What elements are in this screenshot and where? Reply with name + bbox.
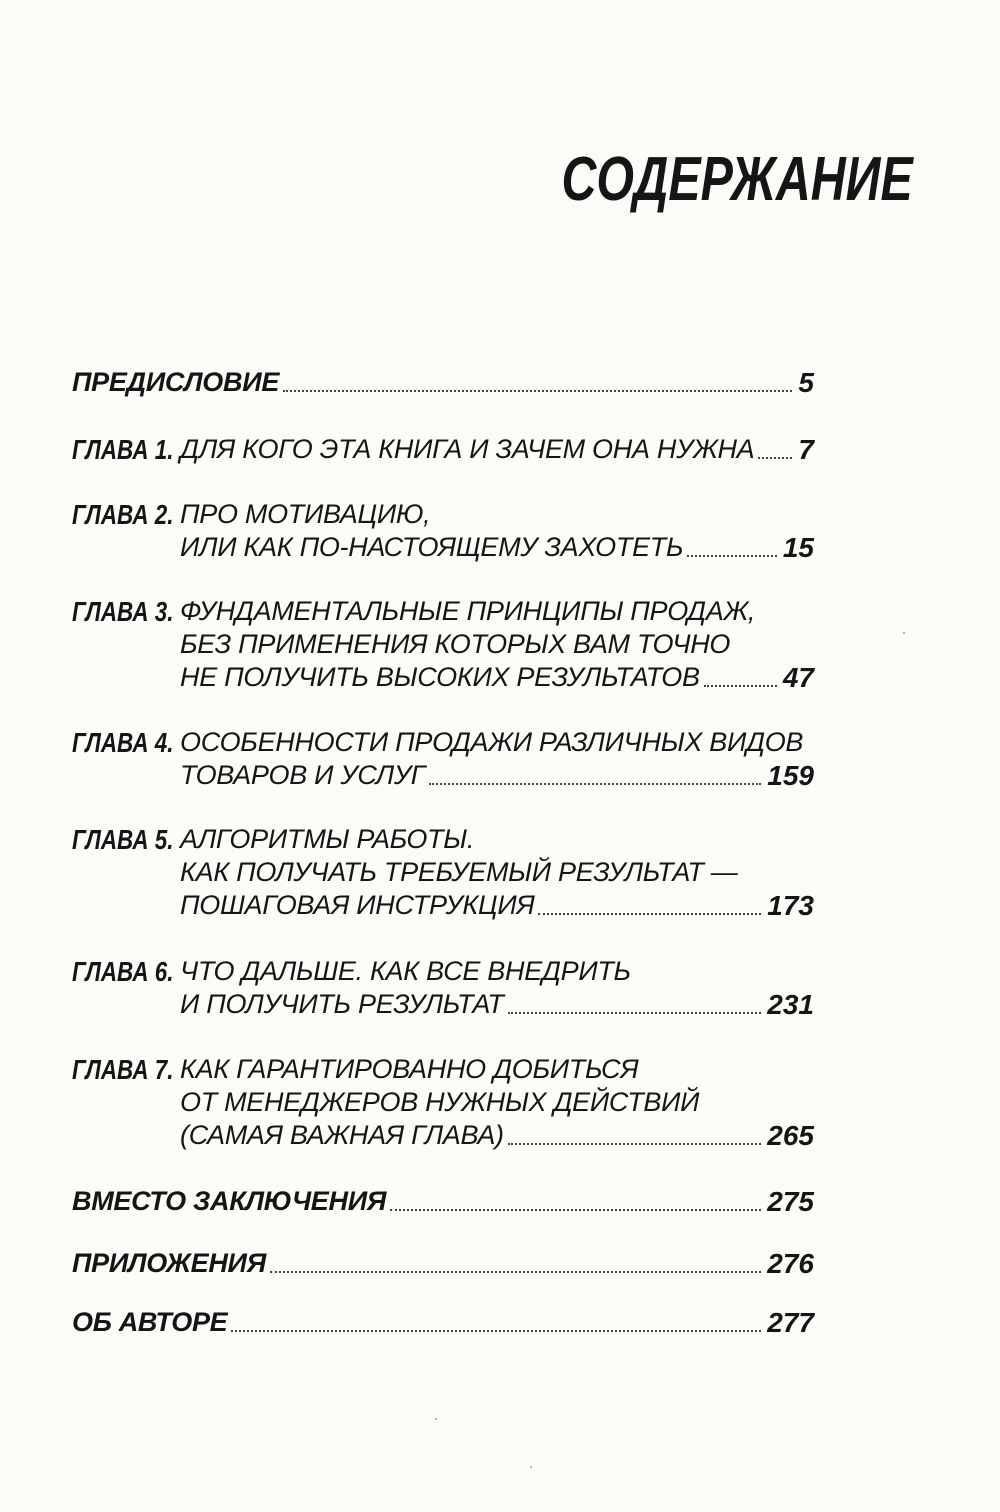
toc-entry-title-line: ЧТО ДАЛЬШЕ. КАК ВСЕ ВНЕДРИТЬ [180,956,631,986]
toc-page-number: 265 [767,1120,814,1151]
toc-page-number: 277 [767,1307,814,1338]
toc-line [72,1053,814,1086]
toc-page-number: 173 [767,890,814,921]
toc-line [72,1086,814,1119]
toc-page-number: 5 [798,367,814,398]
toc-page-number: 15 [782,532,814,563]
chapter-label: ГЛАВА 6. [72,956,174,987]
toc-line [72,1306,814,1339]
dot-leader [231,1330,761,1332]
toc-line [72,856,814,889]
toc-entry-title: ПРЕДИСЛОВИЕ [72,367,280,397]
toc-entry-chapter-2[interactable] [72,498,814,564]
toc-line [72,726,814,759]
page-title: СОДЕРЖАНИЕ [561,145,913,214]
toc-entry-title: ВМЕСТО ЗАКЛЮЧЕНИЯ [72,1186,387,1216]
toc-entry-title-line: ИЛИ КАК ПО-НАСТОЯЩЕМУ ЗАХОТЕТЬ [180,532,684,562]
dot-leader [704,685,777,687]
toc-entry-title: ДЛЯ КОГО ЭТА КНИГА И ЗАЧЕМ ОНА НУЖНА [180,434,755,464]
paper-speck [435,1418,437,1420]
toc-entry-title-line: (САМАЯ ВАЖНАЯ ГЛАВА) [180,1120,504,1150]
toc-line [72,498,814,531]
dot-leader [390,1209,761,1211]
toc-page-number: 231 [767,989,814,1020]
dot-leader [758,457,792,459]
toc-line [72,366,814,399]
toc-page-number: 7 [798,434,814,465]
toc-line [72,661,814,694]
toc-entry-title-line: ТОВАРОВ И УСЛУГ [180,760,426,790]
paper-speck [903,632,905,634]
toc-entry-title-line: ОСОБЕННОСТИ ПРОДАЖИ РАЗЛИЧНЫХ ВИДОВ [180,727,804,757]
chapter-label: ГЛАВА 7. [72,1054,174,1085]
toc-line [72,1119,814,1152]
toc-entry-preface[interactable] [72,366,814,399]
dot-leader [270,1271,761,1273]
dot-leader [283,390,792,392]
toc-line [72,988,814,1021]
toc-page-number: 275 [767,1186,814,1217]
toc-entry-title-line: И ПОЛУЧИТЬ РЕЗУЛЬТАТ [180,989,504,1019]
toc-entry-about-author[interactable] [72,1306,814,1339]
toc-entry-chapter-5[interactable] [72,823,814,922]
toc-entry-title-line: ФУНДАМЕНТАЛЬНЫЕ ПРИНЦИПЫ ПРОДАЖ, [180,596,756,626]
toc-line [72,955,814,988]
toc-line [72,1247,814,1280]
toc-line [72,595,814,628]
toc-page-number: 47 [782,662,814,693]
chapter-label: ГЛАВА 5. [72,824,174,855]
toc-line [72,889,814,922]
toc-line [72,628,814,661]
toc-line [72,823,814,856]
toc-entry-conclusion[interactable] [72,1185,814,1218]
toc-entry-chapter-6[interactable] [72,955,814,1021]
toc-line [72,531,814,564]
toc-line [72,759,814,792]
toc-entry-title-line: БЕЗ ПРИМЕНЕНИЯ КОТОРЫХ ВАМ ТОЧНО [180,629,731,659]
chapter-label: ГЛАВА 1. [72,434,174,465]
toc-line [72,433,814,466]
dot-leader [508,1143,762,1145]
toc-line [72,1185,814,1218]
toc-page-number: 276 [767,1248,814,1279]
toc-entry-chapter-1[interactable] [72,433,814,466]
toc-entry-title-line: ОТ МЕНЕДЖЕРОВ НУЖНЫХ ДЕЙСТВИЙ [180,1087,700,1117]
dot-leader [687,555,777,557]
toc-entry-title-line: КАК ГАРАНТИРОВАННО ДОБИТЬСЯ [180,1054,639,1084]
chapter-label: ГЛАВА 4. [72,727,174,758]
paper-speck [530,1466,532,1468]
toc-page-number: 159 [767,760,814,791]
chapter-label: ГЛАВА 2. [72,499,174,530]
toc-entry-title: ОБ АВТОРЕ [72,1307,228,1337]
dot-leader [429,783,761,785]
dot-leader [508,1012,762,1014]
toc-entry-chapter-7[interactable] [72,1053,814,1152]
toc-entry-title-line: ПОШАГОВАЯ ИНСТРУКЦИЯ [180,890,535,920]
toc-entry-title-line: КАК ПОЛУЧАТЬ ТРЕБУЕМЫЙ РЕЗУЛЬТАТ — [180,857,738,887]
toc-entry-appendices[interactable] [72,1247,814,1280]
toc-entry-chapter-3[interactable] [72,595,814,694]
toc-entry-chapter-4[interactable] [72,726,814,792]
dot-leader [538,913,761,915]
toc-entry-title-line: ПРО МОТИВАЦИЮ, [180,499,431,529]
chapter-label: ГЛАВА 3. [72,596,174,627]
toc-entry-title-line: НЕ ПОЛУЧИТЬ ВЫСОКИХ РЕЗУЛЬТАТОВ [180,662,700,692]
toc-entry-title-line: АЛГОРИТМЫ РАБОТЫ. [180,824,475,854]
toc-entry-title: ПРИЛОЖЕНИЯ [72,1248,267,1278]
